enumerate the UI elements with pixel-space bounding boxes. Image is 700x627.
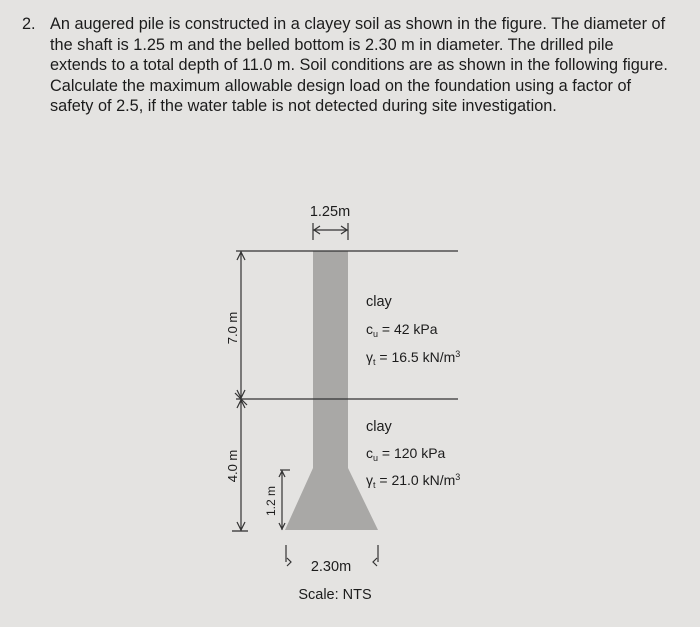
scale-note: Scale: NTS [298, 587, 372, 603]
layer1-soil-label: clay [366, 294, 392, 310]
layer1-cu: $c_u = 42$ kPa [366, 321, 438, 339]
layer2-cu: $c_u = 120$ kPa [366, 445, 446, 463]
layer2-gamma: $\gamma_t = 21.0$ $kN/m^3$ [366, 472, 461, 490]
problem-number: 2. [22, 15, 36, 33]
depth-lower-label: 4.0 m [225, 449, 240, 483]
bell-height-label: 1.2 m [264, 485, 278, 517]
shaft-diameter-label: 1.25m [309, 204, 351, 220]
bell-diameter-label: 2.30m [310, 559, 352, 575]
problem-text: An augered pile is constructed in a clayey soil as shown in the figure. The diameter of the shaft is 1.25 m and the belled bottom is 2.30 m in diameter. The drilled pile extends to a total depth of 11.0 m. Soil conditions are as shown in the following figure. Calculate the maximum allowable design load on the foundation using a factor of safety of 2.5, if the water table is not detected during site investigation. [50, 15, 668, 116]
bell-height-dimension [279, 470, 290, 530]
shaft-diameter-dimension [313, 223, 348, 240]
pile-body [285, 251, 378, 530]
layer1-gamma: $\gamma_t = 16.5$ $kN/m^3$ [366, 349, 461, 367]
layer2-soil-label: clay [366, 419, 392, 435]
depth-upper-label: 7.0 m [225, 311, 240, 345]
depth-dimension [235, 251, 247, 531]
